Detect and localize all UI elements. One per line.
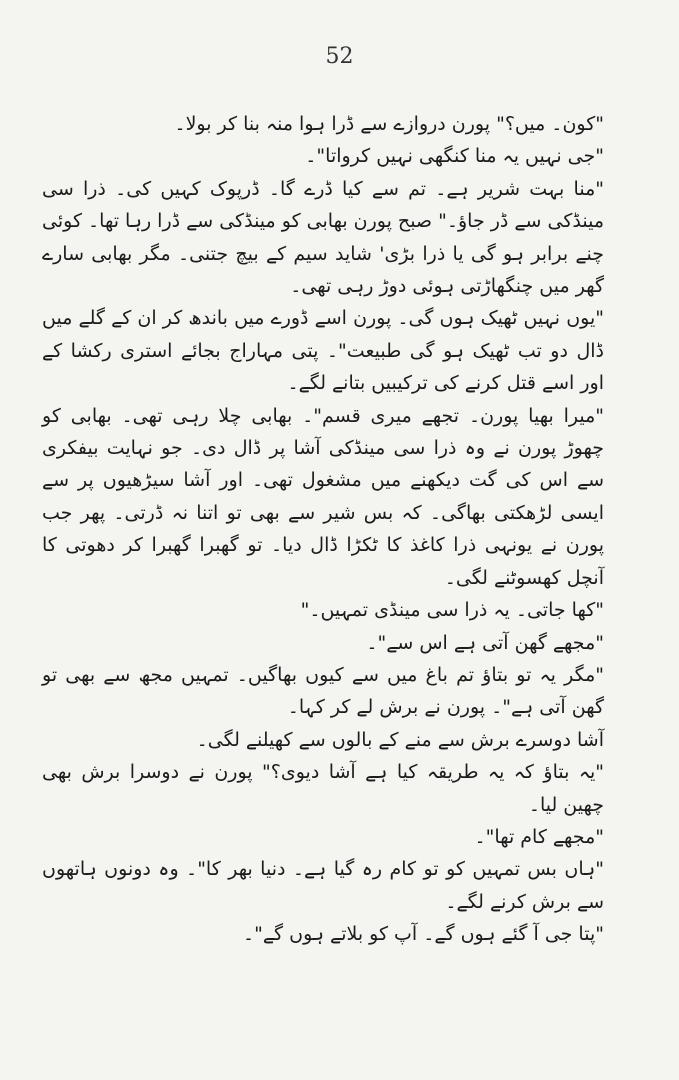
body-text [42, 108, 632, 951]
paragraph: "کھا جاتی۔ یہ ذرا سی مینڈی تمہیں۔" [300, 599, 604, 622]
paragraph: "کون۔ میں؟" پورن دروازے سے ڈرا ہوا منہ بنا کر بولا۔ [174, 113, 604, 135]
paragraph: "منا بہت شریر ہے۔ تم سے کیا ڈرے گا۔ ڈرپوک کہیں کی۔ ذرا سی مینڈکی سے ڈر جاؤ۔" صبح پورن بھابی کو مینڈکی سے ڈرا رہا تھا۔ کوئی چنے برابر ہو گی یا ذرا بڑی' شاید سیم کے بیچ جتنی۔ مگر بھابی سارے گھر میں چنگھاڑتی ہوئی دوڑ رہی تھی۔ [42, 177, 604, 298]
paragraph: "جی نہیں یہ منا کنگھی نہیں کرواتا"۔ [305, 145, 604, 168]
paragraph: "مجھے گھن آتی ہے اس سے"۔ [366, 631, 604, 654]
paragraph: "میرا بھیا پورن۔ تجھے میری قسم"۔ بھابی چلا رہی تھی۔ بھابی کو چھوڑ پورن نے وہ ذرا سی مینڈکی آشا پر ڈال دی۔ جو نہایت بیفکری سے اس کی گت دیکھنے میں مشغول تھی۔ اور آشا سیڑھیوں پر سے ایسی لڑھکتی بھاگی۔ کہ بس شیر سے بھی تو اتنا نہ ڈرتی۔ پھر جب پورن نے یونہی ذرا کاغذ کا ٹکڑا ڈال دیا۔ تو گھبرا گھبرا کر دھوتی کا آنچل کھسوٹنے لگی۔ [42, 404, 604, 589]
paragraph: "مجھے کام تھا"۔ [474, 825, 604, 848]
paragraph: "پتا جی آ گئے ہوں گے۔ آپ کو بلاتے ہوں گے"۔ [243, 923, 604, 946]
page-number: 52 [325, 44, 354, 69]
paragraph: "یہ بتاؤ کہ یہ طریقہ کیا ہے آشا دیوی؟" پورن نے دوسرا برش بھی چھین لیا۔ [42, 761, 604, 816]
paragraph: آشا دوسرے برش سے منے کے بالوں سے کھیلنے لگی۔ [196, 728, 604, 751]
paragraph: "ہاں بس تمہیں کو تو کام رہ گیا ہے۔ دنیا بھر کا"۔ وہ دونوں ہاتھوں سے برش کرنے لگے۔ [42, 858, 604, 913]
paragraph: "یوں نہیں ٹھیک ہوں گی۔ پورن اسے ڈورے میں باندھ کر ان کے گلے میں ڈال دو تب ٹھیک ہو گی طبیعت"۔ پتی مہاراج بجائے استری رکشا کے اور اسے قتل کرنے کی ترکیبیں بتانے لگے۔ [42, 307, 604, 395]
paragraph: "مگر یہ تو بتاؤ تم باغ میں سے کیوں بھاگیں۔ تمہیں مجھ سے بھی تو گھن آتی ہے"۔ پورن نے برش لے کر کہا۔ [42, 663, 604, 719]
